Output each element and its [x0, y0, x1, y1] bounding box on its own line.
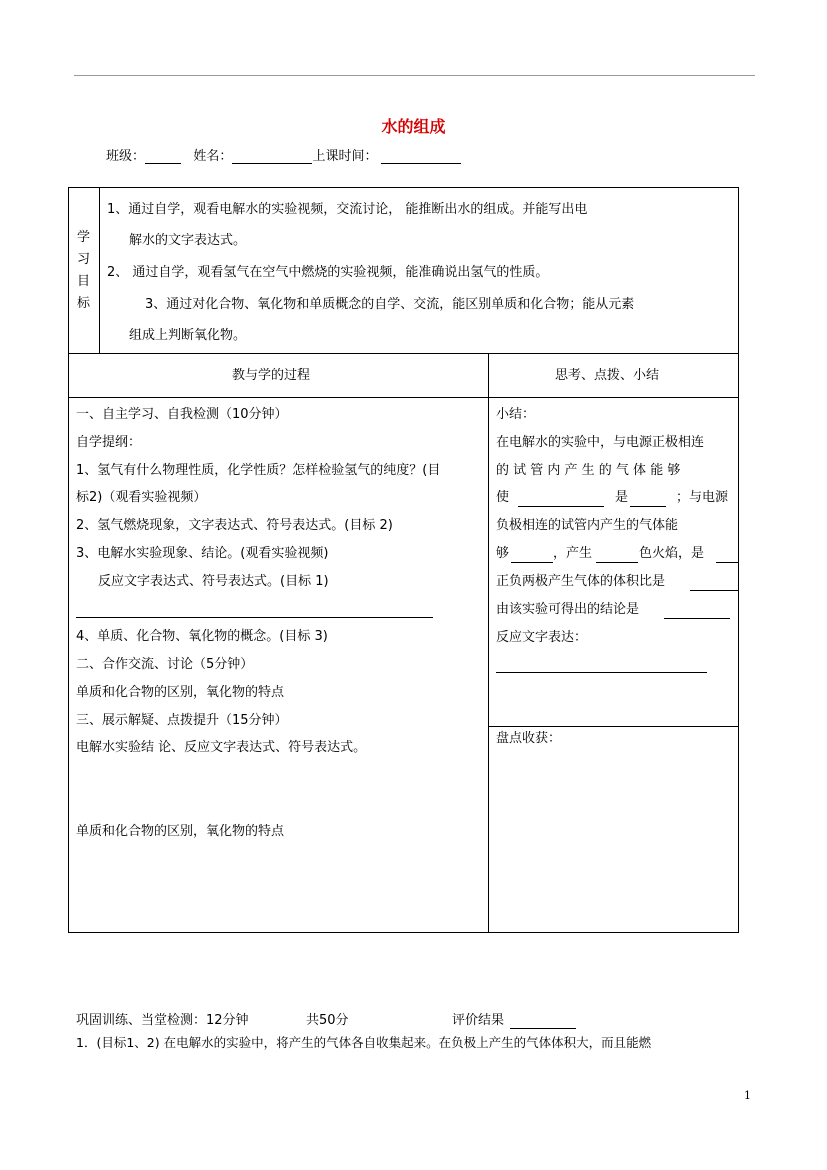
summary-line: 色火焰，是 — [639, 546, 705, 561]
summary-divider — [488, 726, 739, 727]
summary-line: 正负两极产生气体的体积比是 — [496, 574, 666, 589]
practice-header: 巩固训练、当堂检测：12分钟 — [76, 1013, 249, 1028]
summary-line: 在电解水的实验中，与电源正极相连 — [496, 435, 705, 450]
process-line: 单质和化合物的区别，氧化物的特点 — [76, 685, 285, 700]
class-blank[interactable] — [145, 149, 181, 164]
table-right-border — [738, 187, 739, 933]
summary-line: 够 — [496, 546, 510, 561]
time-label: 上课时间： — [312, 149, 378, 164]
fill-blank[interactable] — [596, 562, 638, 563]
evaluation-label: 评价结果 — [452, 1013, 505, 1028]
process-line: 3、电解水实验现象、结论。(观看实验视频) — [76, 546, 329, 561]
objective-line: 解水的文字表达式。 — [129, 233, 247, 248]
process-line: 三、展示解疑、点拨提升（15分钟） — [76, 713, 288, 728]
class-label: 班级： — [106, 149, 146, 164]
column-header-summary: 思考、点拨、小结 — [555, 368, 660, 383]
fill-blank[interactable] — [511, 562, 553, 563]
page-number: 1 — [744, 1089, 751, 1102]
objective-line: 1、通过自学，观看电解水的实验视频，交流讨论， 能推断出水的组成。并能写出电 — [107, 202, 588, 217]
table-left-border — [68, 187, 69, 933]
header-row-divider — [68, 397, 739, 398]
objective-line: 3、通过对化合物、氧化物和单质概念的自学、交流，能区别单质和化合物；能从元素 — [145, 297, 635, 312]
process-line: 标2)（观看实验视频） — [76, 490, 207, 505]
objective-label-char: 习 — [77, 252, 91, 267]
time-blank[interactable] — [381, 149, 461, 164]
objective-line: 2、 通过自学，观看氢气在空气中燃烧的实验视频，能准确说出氢气的性质。 — [107, 265, 549, 280]
summary-line: 使 — [496, 490, 510, 505]
column-header-process: 教与学的过程 — [232, 368, 311, 383]
student-info — [106, 145, 461, 164]
objective-row-divider — [68, 353, 739, 354]
process-line: 电解水实验结 论、反应文字表达式、符号表达式。 — [76, 740, 367, 755]
summary-line: 反应文字表达： — [496, 630, 588, 645]
fill-blank[interactable] — [664, 618, 730, 619]
process-line: 反应文字表达式、符号表达式。(目标 1) — [98, 574, 329, 589]
fill-blank[interactable] — [496, 672, 707, 673]
harvest-label: 盘点收获： — [496, 731, 562, 746]
objective-label-divider — [99, 187, 100, 353]
fill-blank[interactable] — [690, 590, 738, 591]
process-line: 1、氢气有什么物理性质，化学性质？怎样检验氢气的纯度？(目 — [76, 463, 441, 478]
column-divider — [488, 353, 489, 933]
header-rule — [74, 75, 755, 76]
fill-blank[interactable] — [630, 506, 666, 507]
objective-label-char: 标 — [77, 296, 91, 311]
fill-blank[interactable] — [518, 506, 604, 507]
objective-label-char: 目 — [77, 274, 91, 289]
process-line: 4、单质、化合物、氧化物的概念。(目标 3) — [76, 629, 328, 644]
process-line: 自学提纲： — [76, 435, 142, 450]
summary-line: ；与电源 — [676, 490, 729, 505]
answer-line[interactable] — [76, 617, 433, 618]
table-bottom-border — [68, 932, 739, 933]
table-top-border — [68, 187, 739, 188]
process-line: 二、合作交流、讨论（5分钟） — [76, 657, 254, 672]
name-label: 姓名： — [193, 149, 233, 164]
name-blank[interactable] — [232, 149, 312, 164]
process-line: 一、自主学习、自我检测（10分钟） — [76, 407, 288, 422]
process-line: 单质和化合物的区别，氧化物的特点 — [76, 824, 285, 839]
page-title: 水的组成 — [381, 117, 446, 136]
summary-line: 由该实验可得出的结论是 — [496, 602, 640, 617]
summary-line: ，产生 — [553, 546, 593, 561]
question-1: 1．(目标1、2) 在电解水的实验中，将产生的气体各自收集起来。在负极上产生的气体体积大，而且能燃 — [76, 1035, 652, 1050]
summary-label: 小结： — [496, 407, 536, 422]
total-score: 共50分 — [306, 1013, 349, 1028]
summary-line: 的 试 管 内 产 生 的 气 体 能 够 — [496, 463, 681, 478]
objective-label-char: 学 — [77, 230, 91, 245]
summary-line: 是 — [615, 490, 629, 505]
summary-line: 负极相连的试管内产生的气体能 — [496, 518, 679, 533]
evaluation-blank[interactable] — [510, 1028, 576, 1029]
fill-blank[interactable] — [716, 562, 738, 563]
objective-line: 组成上判断氧化物。 — [129, 328, 247, 343]
process-line: 2、氢气燃烧现象，文字表达式、符号表达式。(目标 2) — [76, 518, 393, 533]
